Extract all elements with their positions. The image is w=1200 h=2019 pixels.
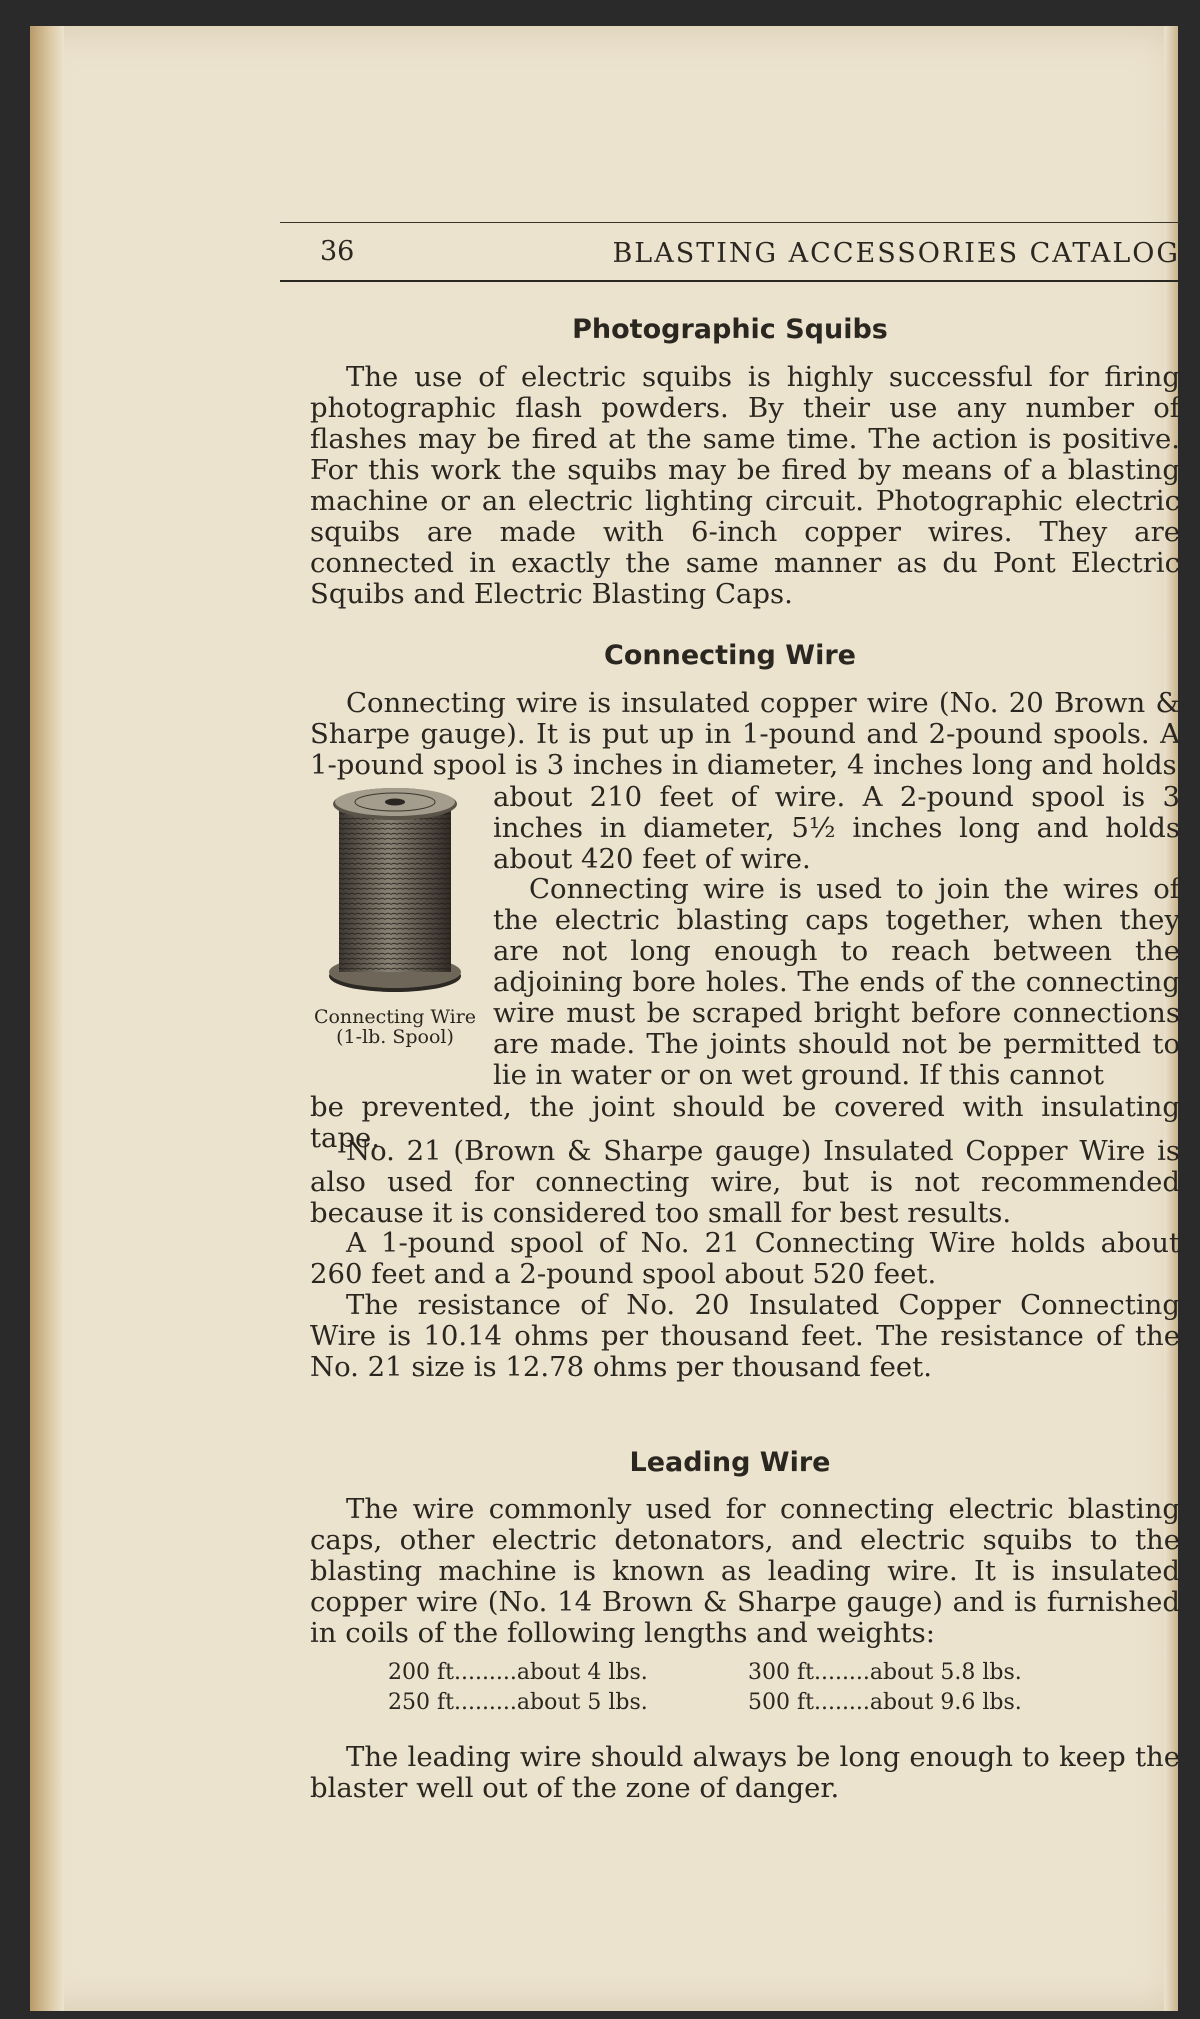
header-rule-bottom xyxy=(280,280,1180,282)
page-number: 36 xyxy=(320,236,355,267)
connecting-paragraph-2: Connecting wire is used to join the wires of the electric blasting caps together, when they are not long enough to reach between the adjoining bore holes. The ends of the connecting wire must be scraped bright before connections are made. The joints should not be permitted to lie in water or on wet ground. If this cannot xyxy=(493,873,1180,1091)
table-cell: 250 ft.........about 5 lbs. xyxy=(388,1690,648,1715)
section-title-leading-wire: Leading Wire xyxy=(629,1447,831,1478)
table-cell: 200 ft.........about 4 lbs. xyxy=(388,1660,648,1685)
table-cell: 300 ft........about 5.8 lbs. xyxy=(748,1660,1022,1685)
connecting-paragraph-2-continued: be prevented, the joint should be covered with insulating tape. xyxy=(310,1091,1180,1154)
leading-paragraph-1: The wire commonly used for connecting electric blasting caps, other electric detonators, and electric squibs to the blasting machine is known as leading wire. It is insulated copper wire (No. 14 Brown & Sharpe gauge) and is furnished in coils of the following lengths and weights: xyxy=(310,1493,1180,1649)
figure-caption-line-2: (1-lb. Spool) xyxy=(336,1026,454,1048)
wire-lengths-table xyxy=(388,1658,1148,1718)
header-rule-top xyxy=(280,222,1180,223)
spool-figure xyxy=(310,782,480,1047)
connecting-paragraph-5: The resistance of No. 20 Insulated Copper Connecting Wire is 10.14 ohms per thousand feet. The resistance of the No. 21 size is 12.78 ohms per thousand feet. xyxy=(310,1289,1180,1383)
leading-paragraph-2: The leading wire should always be long enough to keep the blaster well out of the zone of danger. xyxy=(310,1741,1180,1804)
catalog-page xyxy=(30,26,1178,2011)
connecting-paragraph-1: Connecting wire is insulated copper wire (No. 20 Brown & Sharpe gauge). It is put up in 1-pound and 2-pound spools. A 1-pound spool is 3 inches in diameter, 4 inches long and holds xyxy=(310,687,1180,781)
connecting-paragraph-3: No. 21 (Brown & Sharpe gauge) Insulated Copper Wire is also used for connecting wire, but is not recommended because it is considered too small for best results. xyxy=(310,1135,1180,1229)
table-row xyxy=(388,1688,1148,1718)
section-title-photographic-squibs: Photographic Squibs xyxy=(572,314,888,345)
table-cell: 500 ft........about 9.6 lbs. xyxy=(748,1690,1022,1715)
connecting-paragraph-1-continued: about 210 feet of wire. A 2-pound spool is 3 inches in diameter, 5½ inches long and holds about 420 feet of wire. xyxy=(493,781,1180,875)
connecting-paragraph-4: A 1-pound spool of No. 21 Connecting Wire holds about 260 feet and a 2-pound spool about 520 feet. xyxy=(310,1227,1180,1290)
section-title-connecting-wire: Connecting Wire xyxy=(604,640,856,671)
figure-caption-line-1: Connecting Wire xyxy=(313,1006,477,1028)
table-row xyxy=(388,1658,1148,1688)
wire-spool-illustration xyxy=(325,782,465,997)
running-head: BLASTING ACCESSORIES CATALOG xyxy=(612,238,1180,269)
squibs-paragraph: The use of electric squibs is highly successful for firing photographic flash powders. By their use any number of flashes may be fired at the same time. The action is positive. For this work the squibs may be fired by means of a blasting machine or an electric lighting circuit. Photographic electric squibs are made with 6-inch copper wires. They are connected in exactly the same manner as du Pont Electric Squibs and Electric Blasting Caps. xyxy=(310,361,1180,610)
page-content xyxy=(280,222,1180,1804)
book-gutter xyxy=(30,26,64,2011)
page-header xyxy=(280,222,1180,282)
